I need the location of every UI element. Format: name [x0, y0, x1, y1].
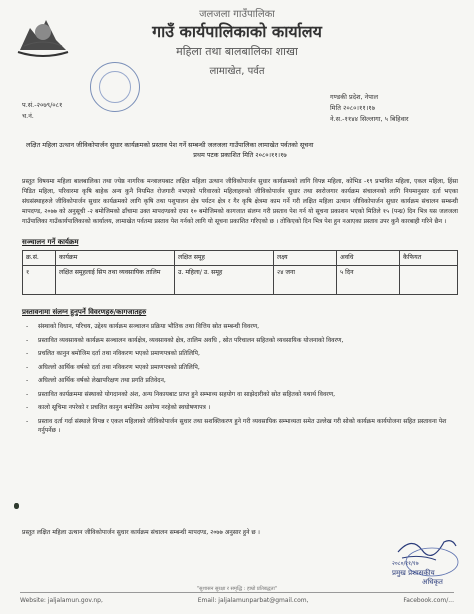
table-row: [23, 266, 458, 295]
footer-facebook[interactable]: Facebook.com/...: [403, 597, 454, 604]
table-cell: ५ दिन: [337, 266, 400, 295]
list-item-text: संस्थाको विधान, परिचय, उद्देश्य कार्यक्रम सञ्चालन प्रक्रिया भौतिक तथा वित्तिय स्रोत सम्बन्धी विवरण,: [38, 323, 260, 330]
signatory-title: [392, 560, 472, 587]
notice-body: प्रस्तुत विषयमा महिला बालबालिका तथा ज्येष्ठ नागरिक मन्त्रालयबाट लक्षित महिला उत्थान जीविकोपार्जन सुधार कार्यक्रमको लागि विपन्न महिला, कोभिड -१९ प्रभावित महिला, एकल महिला, हिंसा पिडित महिला, परिवारमा कृषि बाहेक अन्य कुनै नियमित रोजगारी नभएको परिवारको महिलाहरुको जीविकोपार्जन सुधार तथा स्वरोजगार कार्यक्रम संचालनको लागि नियमानुसार दर्ता भएका संघसंस्थाहरुले जीविकोपार्जन सुधार कार्यक्रमको लागि कृषि तथा पशुपालन क्षेत्र पर्यटन क्षेत्र र गैर कृषि क्षेत्रमा काम गर्ने गरी लक्षित महिला उत्थान जीविकोपार्जन सुधार कार्यक्रम संचालन सम्बन्धी मापदण्ड, २०७७ को अनुसूची -२ बमोजिमको ढाँचामा उक्त मापदण्डको दफा १० बमोजिमको कागजात संलग्न गरी प्रस्ताव पेश गर्न यो सूचना प्रकाशन भएको मितिले १५ (पन्ध्र) दिन भित्र यस जलजला गाउँपालिका गाउँकार्यपालिकाको कार्यालय, लामाखेत पर्वतमा प्रस्ताव पेश गर्नको लागि यो सूचना प्रकाशित गरिएको छ । तोकिएको दिन भित्र पेश हुन नआएका प्रस्ताव उपर कुनै कारबाही गरिने छैन ।: [22, 178, 458, 225]
notice-title: लक्षित महिला उत्थान जीविकोपार्जन सुधार कार्यक्रमको प्रस्ताव पेश गर्ने सम्बन्धी जलजला गाउँपालिका लामाखेत पर्वतको सूचना: [26, 141, 314, 149]
list-item-text: प्रचलित कानुन बमोजिम दर्ता तथा नविकरण भएको प्रमाणपत्रको प्रतिलिपि,: [38, 350, 200, 357]
col-header: अवधि: [337, 251, 400, 266]
office-top-name: जलजला गाउँपालिका: [199, 9, 275, 20]
office-seal-stamp: [90, 62, 140, 112]
signature-date: २०८०/११/१७: [392, 561, 419, 567]
col-header: लक्ष्य: [274, 251, 337, 266]
table-cell: उ. महिला/ उ. समूह: [175, 266, 274, 295]
list-item-text: प्रस्तावित कार्यक्रममा संस्थाको योगदानको अंश, अन्य निकायबाट प्राप्त हुने सम्भाव्य सहयोग वा साझेदारीको स्रोत सहितको यथार्थ विवरण,: [38, 390, 336, 398]
col-header: क्र.सं.: [23, 251, 56, 266]
ink-dot: [14, 503, 19, 509]
office-location: लामाखेत, पर्वत: [209, 66, 265, 77]
col-header: लक्षित समूह: [175, 251, 274, 266]
list-item-text: कालो सूचिमा नपरेको र प्रचलित कानुन बमोजिम अयोग्य नरहेको स्वघोषणापत्र ।: [38, 404, 211, 411]
signatory-line-2: अधिकृत: [422, 578, 443, 586]
reference-right: [330, 92, 460, 125]
table-cell: १: [23, 266, 56, 295]
office-section: महिला तथा बालबालिका शाखा: [176, 45, 298, 58]
list-item-text: प्रस्ताव दर्ता गर्दा संस्थाले विपन्न र एकल महिलाको जीविकोपार्जन सुधार तथा सशक्तिकरण हुने गरी व्यवसायिक सम्भाव्यता समेत उल्लेख गरी सोको कार्यक्रम कार्ययोजना सहित प्रस्तावना पेश गर्नुपर्नेछ ।: [38, 417, 447, 434]
office-main-name: गाउँ कार्यपालिकाको कार्यालय: [152, 22, 322, 41]
footer-email[interactable]: Email: jaljalamunparbat@gmail.com,: [197, 597, 309, 604]
bullet-icon: -: [26, 363, 29, 371]
list-item: [26, 363, 456, 373]
reference-left: [22, 100, 82, 122]
nepal-sambat-date: ने.स.-११४४ सिल्लागा, ५ बिहिवार: [330, 115, 409, 123]
province-label: गण्डकी प्रदेश, नेपाल: [330, 93, 379, 101]
footer-divider: [20, 592, 454, 593]
footer-website[interactable]: Website: jaljalamun.gov.np,: [20, 597, 103, 604]
col-header: कार्यक्रम: [56, 251, 175, 266]
footer-motto: "सुशासन सुरक्षा र समृद्धि : हाम्रो प्रतिबद्धता": [196, 586, 278, 592]
signatory-line-1: प्रमुख प्रशासकीय: [392, 569, 435, 577]
footer: [20, 597, 454, 604]
list-item: [26, 349, 456, 359]
list-item-text: अघिल्लो आर्थिक वर्षको दर्ता तथा नविकरण भएको प्रमाणपत्रको प्रतिलिपि,: [38, 363, 200, 371]
date-label: मिति २०८०।११।१७: [330, 104, 375, 112]
patra-sankhya: प.सं.-२०७९/०८१: [22, 101, 63, 109]
notice-subtitle: प्रथम पटक प्रकाशित मिति २०८०।११।१७: [193, 151, 287, 159]
table-header-row: [23, 251, 458, 266]
documents-section-title: प्रस्तावनामा संलग्न हुनुपर्ने विवरणहरु/कागजातहरु: [22, 308, 147, 316]
bullet-icon: -: [26, 336, 29, 344]
list-item-text: अघिल्लो आर्थिक वर्षको लेखापरिक्षण तथा प्रगति प्रतिवेदन,: [38, 377, 166, 384]
list-item: [26, 322, 456, 332]
bullet-icon: -: [26, 417, 29, 425]
program-table: [22, 250, 458, 295]
table-cell: २४ जना: [274, 266, 337, 295]
bullet-icon: -: [26, 323, 29, 330]
table-cell: लक्षित समूहलाई सिप तथा व्यवसायिक तालिम: [56, 266, 175, 295]
list-item: [26, 390, 456, 400]
bullet-icon: -: [26, 390, 29, 398]
list-item: [26, 417, 456, 436]
list-item-text: प्रस्तावित व्यवसायको कार्यक्रम सञ्चालन कार्यक्षेत्र, व्यवसायको क्षेत्र, तालिम अवधि , स्रोत परिचालन सहितको व्यवसायिक योजनाको विवरण,: [38, 336, 344, 344]
bullet-icon: -: [26, 404, 29, 411]
list-item: [26, 376, 456, 386]
chalani-number: च.नं.: [22, 112, 34, 120]
documents-list: [26, 322, 456, 440]
closing-paragraph: प्रस्तुत लक्षित महिला उत्थान जीविकोपार्जन सुधार कार्यक्रम संचालन सम्बन्धी मापदण्ड, २०७७ अनुसार हुने छ ।: [22, 529, 260, 536]
col-header: कैफियत: [400, 251, 458, 266]
bullet-icon: -: [26, 377, 29, 384]
notice-heading: [26, 140, 454, 160]
table-cell: [400, 266, 458, 295]
program-section-title: सञ्चालन गर्ने कार्यक्रम: [22, 238, 79, 246]
list-item: [26, 336, 456, 346]
bullet-icon: -: [26, 350, 29, 357]
list-item: [26, 403, 456, 413]
